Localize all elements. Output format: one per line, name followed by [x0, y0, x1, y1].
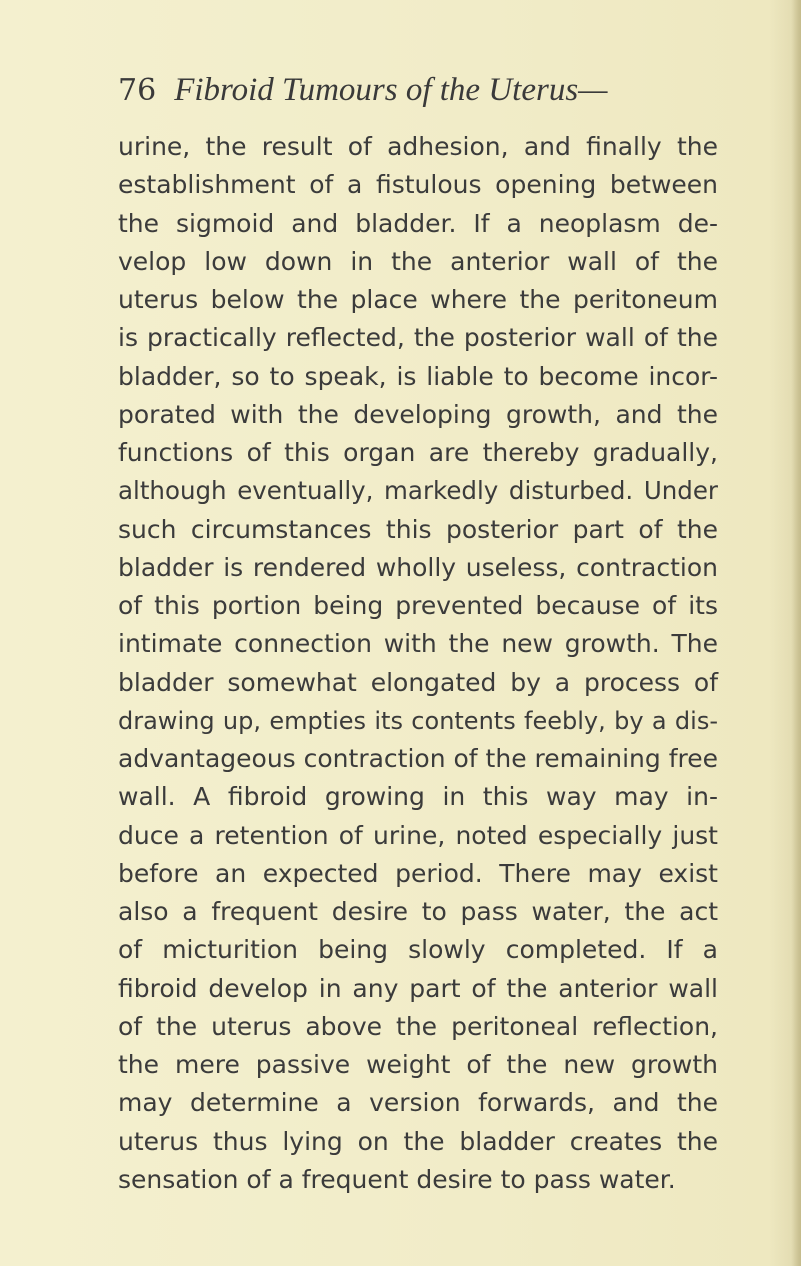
text-line: bladder, so to speak, is liable to become incor-	[118, 361, 718, 391]
text-line: advantageous contraction of the remaining free	[118, 744, 718, 773]
text-line: functions of this organ are thereby gradually,	[118, 438, 718, 467]
text-line: urine, the result of adhesion, and finally the	[118, 132, 718, 161]
text-line: of micturition being slowly completed. If a	[118, 935, 718, 965]
running-title: Fibroid Tumours of the Uterus—	[174, 72, 608, 108]
text-line: fibroid develop in any part of the anterior wall	[118, 973, 718, 1003]
text-line: of the uterus above the peritoneal reflection,	[118, 1011, 718, 1041]
text-line: sensation of a frequent desire to pass water.	[118, 1164, 676, 1194]
text-line: wall. A fibroid growing in this way may in-	[118, 782, 718, 812]
text-line: bladder somewhat elongated by a process of	[118, 667, 718, 697]
running-head	[118, 64, 718, 114]
text-line: the sigmoid and bladder. If a neoplasm de-	[118, 208, 718, 238]
text-line: duce a retention of urine, noted especially just	[118, 820, 718, 850]
text-line: uterus thus lying on the bladder creates the	[118, 1126, 718, 1156]
text-line: intimate connection with the new growth. The	[118, 629, 718, 659]
page-edge-shadow	[791, 0, 801, 1266]
text-line: uterus below the place where the peritoneum	[118, 285, 718, 314]
text-line: of this portion being prevented because of its	[118, 591, 718, 620]
text-line: such circumstances this posterior part of the	[118, 514, 718, 544]
text-line: porated with the developing growth, and the	[118, 399, 718, 429]
text-line: bladder is rendered wholly useless, contraction	[118, 552, 718, 582]
page-number: 76	[118, 73, 157, 108]
text-line: may determine a version forwards, and the	[118, 1088, 718, 1118]
text-line: although eventually, markedly disturbed. Under	[118, 476, 718, 506]
text-line: before an expected period. There may exist	[118, 858, 718, 888]
text-line: the mere passive weight of the new growth	[118, 1050, 718, 1079]
text-line: velop low down in the anterior wall of the	[118, 246, 718, 276]
text-line: establishment of a fistulous opening between	[118, 170, 718, 200]
body-paragraph	[118, 128, 718, 1199]
text-line: is practically reflected, the posterior wall of the	[118, 323, 718, 353]
text-line: also a frequent desire to pass water, the act	[118, 897, 718, 926]
text-line: drawing up, empties its contents feebly, by a dis-	[118, 706, 718, 735]
